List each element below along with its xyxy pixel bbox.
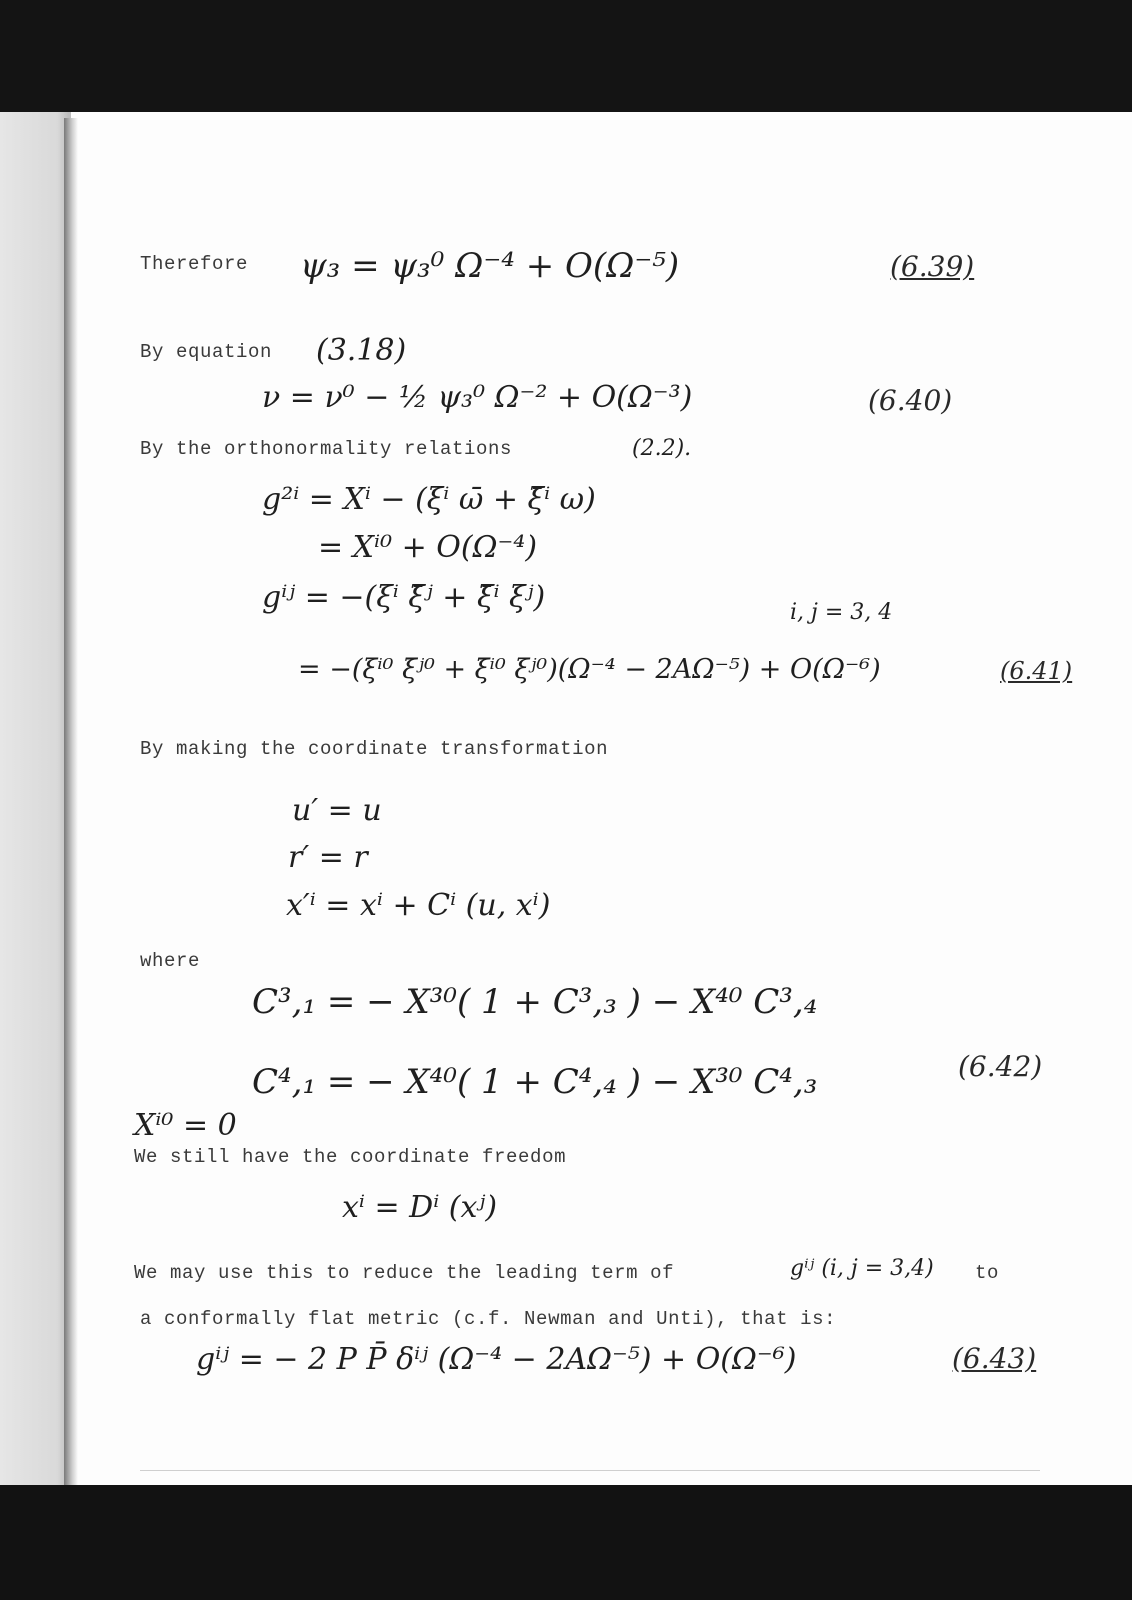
index-range: i, j = 3, 4 [790,600,893,625]
equation-gij-line1: gⁱʲ = −(ξⁱ ξ̄ʲ + ξ̄ⁱ ξʲ) [262,580,546,615]
equation-x-prime: x′ⁱ = xⁱ + Cⁱ (u, xⁱ) [286,888,551,923]
conformally-flat-text: a conformally flat metric (c.f. Newman and Unti), that is: [140,1308,837,1330]
equation-label-6-43: (6.43) [952,1342,1037,1375]
orthonormality-text: By the orthonormality relations [140,438,513,460]
equation-g2i-line1: g²ⁱ = Xⁱ − (ξⁱ ω̄ + ξ̄ⁱ ω) [262,482,596,517]
by-equation-text: By equation [140,341,273,363]
equation-label-6-42: (6.42) [958,1050,1043,1083]
scan-border-bottom [0,1485,1132,1600]
equation-label-6-41: (6.41) [1000,657,1073,685]
scan-border-top [0,0,1132,112]
reduce-term-text: We may use this to reduce the leading term of [134,1262,675,1284]
relation-ref-2-2: (2.2). [632,436,692,461]
equation-gij-final: gⁱʲ = − 2 P P̄ δⁱʲ (Ω⁻⁴ − 2AΩ⁻⁵) + O(Ω⁻⁶) [196,1342,797,1377]
equation-u-prime: u′ = u [292,793,382,828]
to-text: to [975,1262,1000,1284]
binding-shadow [64,118,78,1488]
equation-g2i-line2: = Xⁱ⁰ + O(Ω⁻⁴) [318,530,538,565]
equation-nu: ν = ν⁰ − ½ ψ₃⁰ Ω⁻² + O(Ω⁻³) [262,380,693,415]
coordinate-transformation-text: By making the coordinate transformation [140,738,609,760]
equation-xi0: Xⁱ⁰ = 0 [134,1108,237,1143]
coordinate-freedom-text: We still have the coordinate freedom [134,1146,567,1168]
equation-c3: C³,₁ = − X³⁰( 1 + C³,₃ ) − X⁴⁰ C³,₄ [252,982,818,1022]
equation-label-6-40: (6.40) [868,384,953,417]
equation-gij-leading: gⁱʲ (i, j = 3,4) [790,1256,934,1281]
equation-freedom: xⁱ = Dⁱ (xʲ) [342,1190,498,1225]
equation-c4: C⁴,₁ = − X⁴⁰( 1 + C⁴,₄ ) − X³⁰ C⁴,₃ [252,1062,818,1102]
equation-r-prime: r′ = r [288,840,368,875]
page-bottom-rule [140,1470,1040,1471]
equation-gij-line2: = −(ξⁱ⁰ ξ̄ʲ⁰ + ξ̄ⁱ⁰ ξʲ⁰)(Ω⁻⁴ − 2AΩ⁻⁵) + O(Ω⁻⁶) [298,654,881,685]
therefore-text: Therefore [140,253,249,275]
equation-ref-3-18: (3.18) [316,333,407,368]
equation-psi3: ψ₃ = ψ₃⁰ Ω⁻⁴ + O(Ω⁻⁵) [300,246,680,286]
equation-label-6-39: (6.39) [890,250,975,283]
where-text: where [140,950,201,972]
